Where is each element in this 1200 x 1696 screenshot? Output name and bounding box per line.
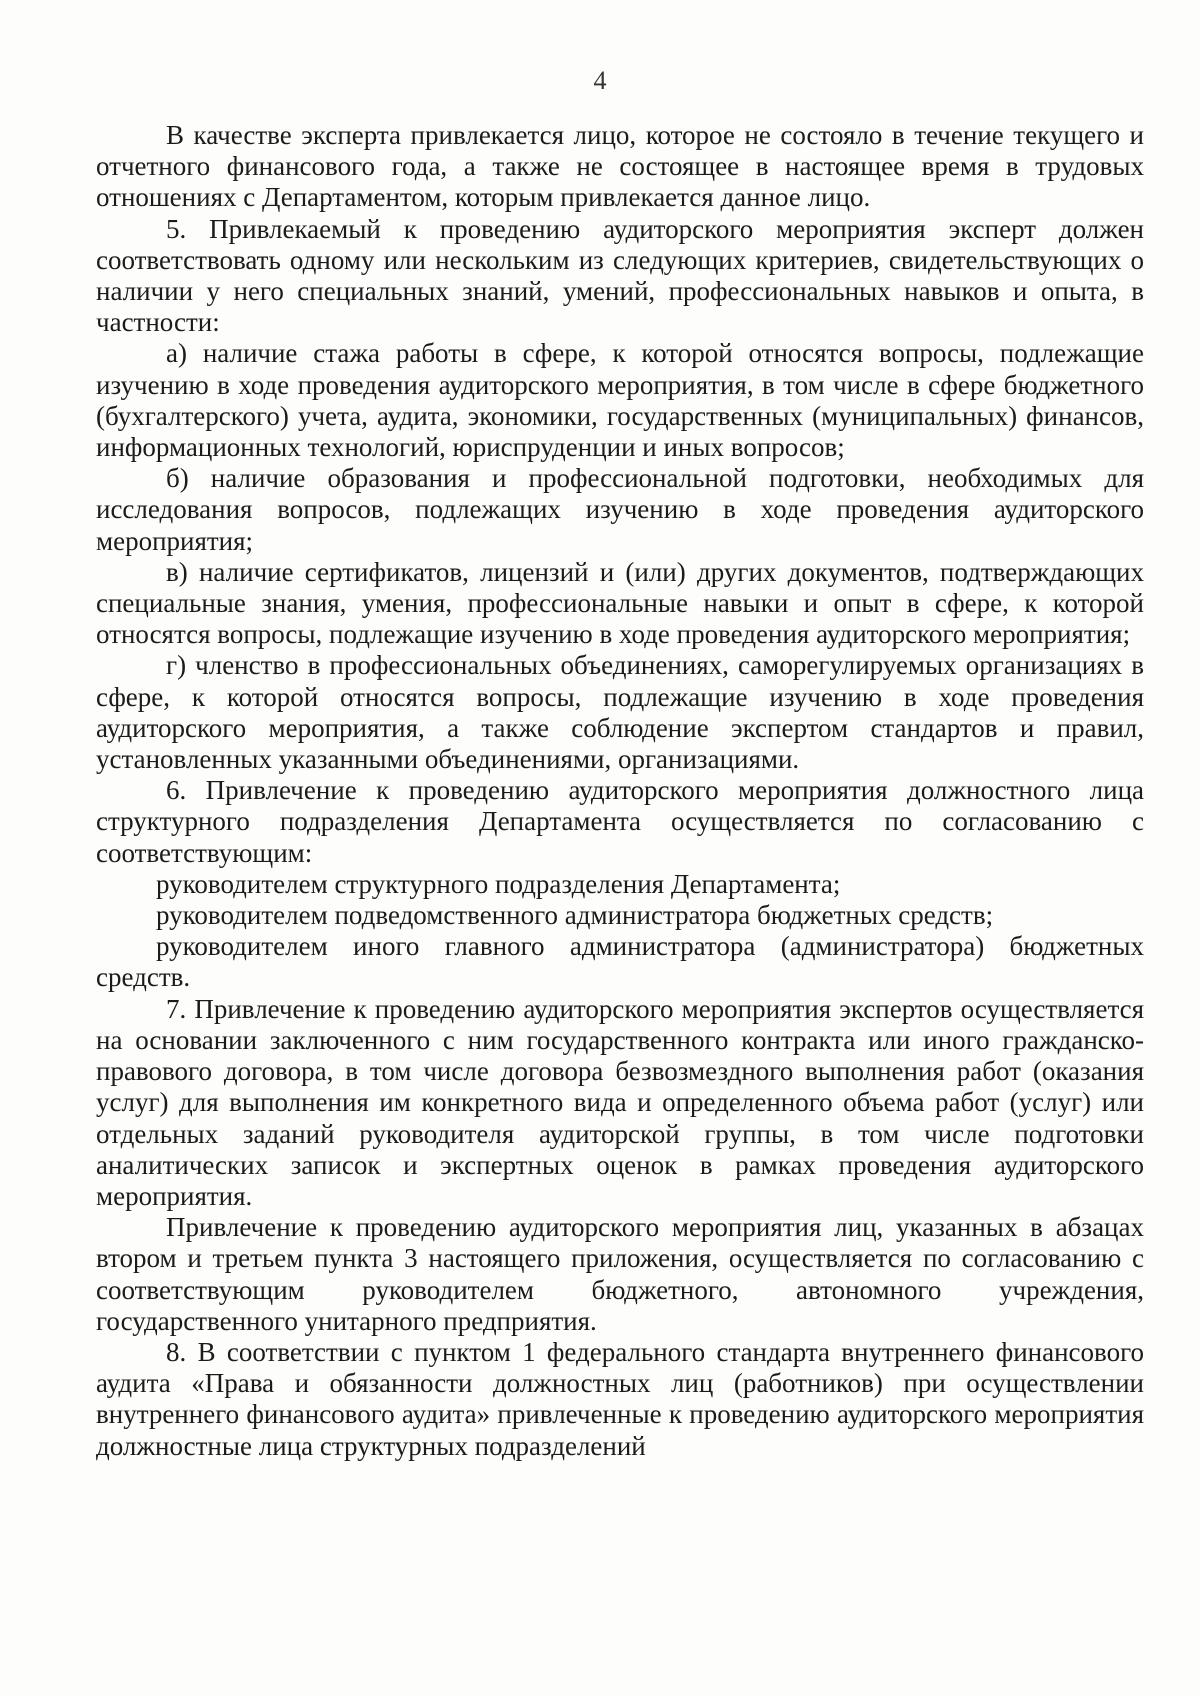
paragraph-item-5g: г) членство в профессиональных объединениях, саморегулируемых организациях в сфере, к которой относятся вопросы, подлежащие изучению в ходе проведения аудиторского мероприятия, а также соблюдение экспертом стандартов и правил, установленных указанными объединениями, организациями. xyxy=(96,650,1144,775)
paragraph-item-7: 7. Привлечение к проведению аудиторского мероприятия экспертов осуществляется на основании заключенного с ним государственного контракта или иного гражданско-правового договора, в том числе договора безвозмездного выполнения работ (оказания услуг) для выполнения им конкретного вида и определенного объема работ (услуг) или отдельных заданий руководителя аудиторской группы, в том числе подготовки аналитических записок и экспертных оценок в рамках проведения аудиторского мероприятия. xyxy=(96,993,1144,1211)
paragraph-item-6-line-3: руководителем иного главного администратора (администратора) бюджетных средств. xyxy=(96,931,1144,993)
paragraph-item-5a: а) наличие стажа работы в сфере, к которой относятся вопросы, подлежащие изучению в ходе проведения аудиторского мероприятия, в том числе в сфере бюджетного (бухгалтерского) учета, аудита, экономики, государственных (муниципальных) финансов, информационных технологий, юриспруденции и иных вопросов; xyxy=(96,338,1144,463)
paragraph-item-5v: в) наличие сертификатов, лицензий и (или) других документов, подтверждающих специальные знания, умения, профессиональные навыки и опыт в сфере, к которой относятся вопросы, подлежащие изучению в ходе проведения аудиторского мероприятия; xyxy=(96,556,1144,650)
page-number: 4 xyxy=(593,66,607,95)
paragraph-item-8: 8. В соответствии с пунктом 1 федерального стандарта внутреннего финансового аудита «Права и обязанности должностных лиц (работников) при осуществлении внутреннего финансового аудита» привлеченные к проведению аудиторского мероприятия должностные лица структурных подразделений xyxy=(96,1336,1144,1461)
paragraph-item-7-second: Привлечение к проведению аудиторского мероприятия лиц, указанных в абзацах втором и третьем пункта 3 настоящего приложения, осуществляется по согласованию с соответствующим руководителем бюджетного, автономного учреждения, государственного унитарного предприятия. xyxy=(96,1212,1144,1336)
document-body xyxy=(96,120,1144,1462)
paragraph-item-5: 5. Привлекаемый к проведению аудиторского мероприятия эксперт должен соответствовать одному или нескольким из следующих критериев, свидетельствующих о наличии у него специальных знаний, умений, профессиональных навыков и опыта, в частности: xyxy=(96,213,1144,338)
paragraph-item-6-line-2: руководителем подведомственного администратора бюджетных средств; xyxy=(156,900,994,931)
paragraph-item-5b: б) наличие образования и профессиональной подготовки, необходимых для исследования вопросов, подлежащих изучению в ходе проведения аудиторского мероприятия; xyxy=(96,463,1144,556)
paragraph-item-6-line-1: руководителем структурного подразделения Департамента; xyxy=(156,868,841,899)
paragraph-expert-eligibility: В качестве эксперта привлекается лицо, которое не состояло в течение текущего и отчетного финансового года, а также не состоящее в настоящее время в трудовых отношениях с Департаментом, которым привлекается данное лицо. xyxy=(96,120,1144,213)
paragraph-item-6: 6. Привлечение к проведению аудиторского мероприятия должностного лица структурного подразделения Департамента осуществляется по согласованию с соответствующим: xyxy=(96,775,1144,868)
